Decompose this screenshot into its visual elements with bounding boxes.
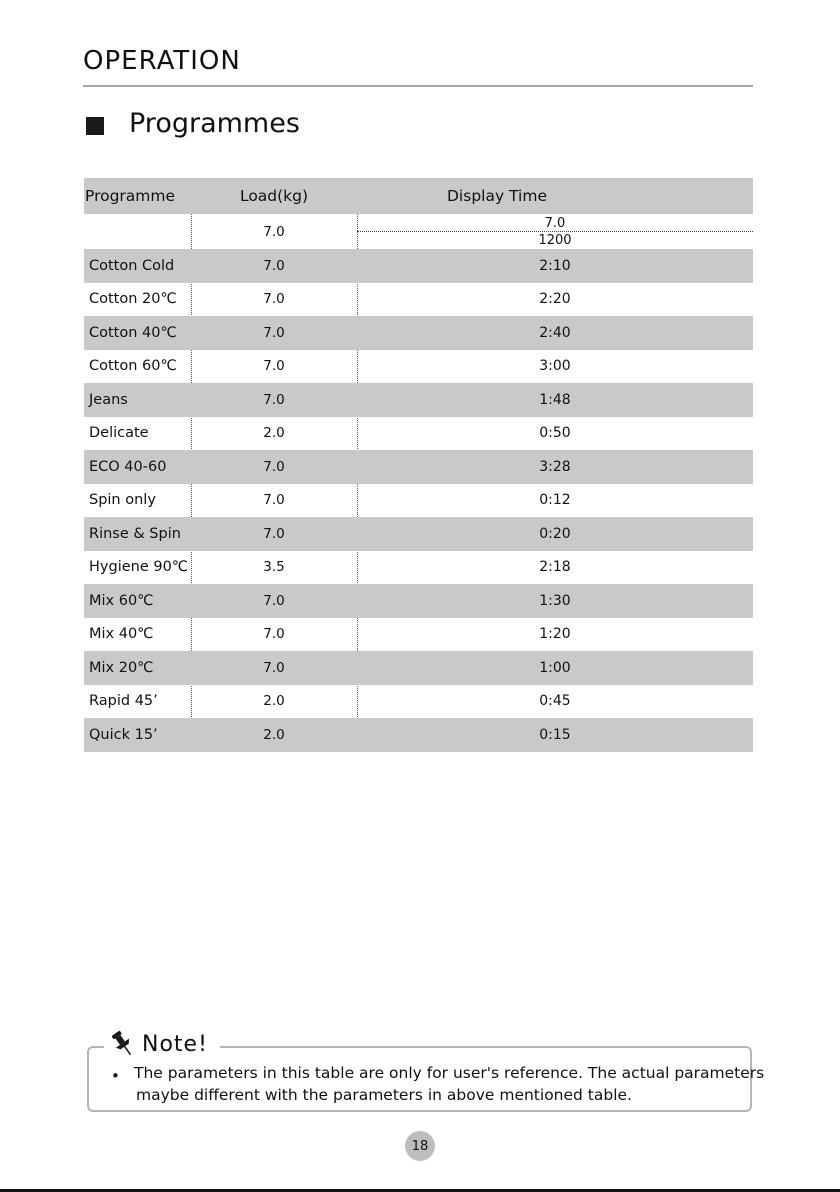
cell-programme: Spin only <box>89 492 156 509</box>
table-row <box>84 450 753 484</box>
table-row <box>84 718 753 752</box>
cell-programme: Cotton 20℃ <box>89 291 177 308</box>
cell-load: 3.5 <box>263 559 285 576</box>
page-number: 18 <box>405 1131 435 1161</box>
cell-load: 7.0 <box>263 324 285 341</box>
cell-programme: Jeans <box>89 391 128 408</box>
table-row <box>84 584 753 618</box>
cell-load: 7.0 <box>263 525 285 542</box>
table-row <box>84 551 753 585</box>
table-row <box>84 283 753 317</box>
display-time-bottom: 1200 <box>538 233 572 248</box>
cell-display-time: 2:18 <box>539 559 571 576</box>
cell-load: 7.0 <box>263 391 285 408</box>
cell-display-time: 2:20 <box>539 291 571 308</box>
subtitle: Programmes <box>129 108 300 139</box>
bullet-icon: • <box>111 1067 120 1085</box>
cell-display-time: 2:10 <box>539 257 571 274</box>
cell-load: 7.0 <box>263 659 285 676</box>
cell-programme: Delicate <box>89 425 149 442</box>
cell-programme: Cotton Cold <box>89 257 175 274</box>
programmes-table <box>84 178 753 752</box>
cell-programme <box>84 214 191 249</box>
section-divider <box>83 85 753 87</box>
cell-load: 7.0 <box>263 358 285 375</box>
note-header <box>104 1030 220 1058</box>
cell-load: 7.0 <box>263 626 285 643</box>
header-programme: Programme <box>85 187 176 205</box>
display-time-top: 7.0 <box>357 214 753 232</box>
cell-programme: Mix 20℃ <box>89 659 154 676</box>
cell-display-time: 0:20 <box>539 525 571 542</box>
cell-programme: Rapid 45’ <box>89 693 158 710</box>
table-row <box>84 651 753 685</box>
cell-display-time: 1:00 <box>539 659 571 676</box>
table-header-row <box>84 178 753 214</box>
table-row <box>84 316 753 350</box>
cell-programme: Rinse & Spin <box>89 525 181 542</box>
cell-load: 2.0 <box>263 693 285 710</box>
cell-display-time: 2:40 <box>539 324 571 341</box>
table-row <box>84 618 753 652</box>
cell-load: 7.0 <box>263 257 285 274</box>
table-row <box>84 249 753 283</box>
table-row <box>84 383 753 417</box>
table-row <box>84 214 753 249</box>
cell-display-time: 3:28 <box>539 458 571 475</box>
cell-display-time: 0:12 <box>539 492 571 509</box>
table-row <box>84 417 753 451</box>
header-load: Load(kg) <box>239 187 309 205</box>
cell-display-time: 0:15 <box>539 726 571 743</box>
cell-display-time: 3:00 <box>539 358 571 375</box>
cell-load: 7.0 <box>263 492 285 509</box>
table-row <box>84 484 753 518</box>
cell-programme: Mix 60℃ <box>89 592 154 609</box>
pushpin-icon <box>112 1030 134 1058</box>
cell-programme: Cotton 40℃ <box>89 324 177 341</box>
cell-load: 7.0 <box>263 291 285 308</box>
cell-display-time: 0:50 <box>539 425 571 442</box>
cell-load: 2.0 <box>263 425 285 442</box>
section-title: OPERATION <box>83 46 241 76</box>
cell-display-time-split <box>357 214 753 249</box>
cell-load: 7.0 <box>263 458 285 475</box>
cell-programme: Hygiene 90℃ <box>89 559 189 576</box>
cell-programme: Mix 40℃ <box>89 626 154 643</box>
note-text-line-2: maybe different with the parameters in above mentioned table. <box>136 1086 632 1104</box>
table-row <box>84 517 753 551</box>
cell-display-time: 1:30 <box>539 592 571 609</box>
cell-programme: Cotton 60℃ <box>89 358 177 375</box>
header-display-time: Display Time <box>447 187 547 205</box>
cell-load: 2.0 <box>263 726 285 743</box>
cell-display-time: 0:45 <box>539 693 571 710</box>
cell-programme: Quick 15’ <box>89 726 158 743</box>
table-row <box>84 350 753 384</box>
square-bullet-icon <box>86 117 104 135</box>
cell-display-time: 1:48 <box>539 391 571 408</box>
cell-programme: ECO 40-60 <box>89 458 167 475</box>
table-row <box>84 685 753 719</box>
cell-load: 7.0 <box>263 592 285 609</box>
cell-load: 7.0 <box>263 223 285 240</box>
note-text-line-1: The parameters in this table are only for user's reference. The actual parameters <box>134 1064 765 1082</box>
note-title: Note! <box>142 1031 208 1057</box>
cell-display-time: 1:20 <box>539 626 571 643</box>
